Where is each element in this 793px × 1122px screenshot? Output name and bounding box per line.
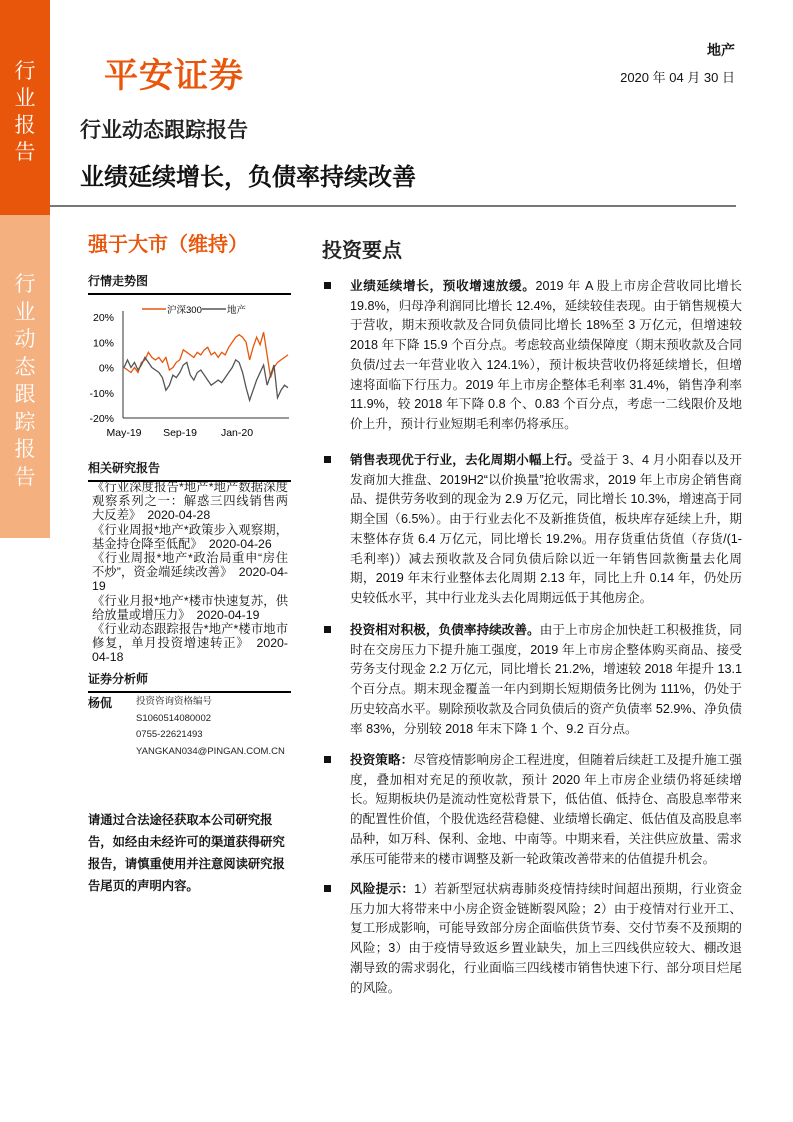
highlight-point: [324, 621, 744, 739]
point-title: 风险提示：: [350, 882, 415, 896]
x-tick-label: May-19: [106, 427, 142, 439]
analyst-name: 杨侃: [88, 696, 113, 710]
series-line-hs300: [124, 332, 288, 377]
report-type: 行业动态跟踪报告: [80, 119, 248, 142]
y-tick-label: 10%: [92, 337, 114, 350]
y-tick-label: 0%: [98, 362, 114, 375]
highlight-point: [324, 751, 744, 869]
related-report-link[interactable]: 《行业动态跟踪报告*地产*楼市地市修复，单月投资增速转正》 2020-04-18: [92, 622, 288, 665]
point-title: 投资相对积极，负债率持续改善。: [350, 623, 540, 637]
point-title: 投资策略：: [350, 753, 414, 767]
point-text: 由于上市房企加快赶工积极推货，同时在交房压力下提升施工强度，2019 年上市房企整体购买商品、接受劳务支付现金 2.2 万亿元，同比增长 21.2%，增速较 2018 年提升 13.1 个百分点。期末现金覆盖一年内到期长短期债务比例为 111%，仍处于历史较高水平。剔除预收款及合同负债后的资产负债率 52.9%、净负债率 83%，分别较 2018 年末下降 1 个、9.2 百分点。: [350, 623, 743, 736]
sidebar-report-type: [0, 215, 50, 538]
related-report-link[interactable]: 《行业周报*地产*政治局重申“房住不炒”，资金端延续改善》 2020-04-19: [92, 551, 288, 594]
analyst-cert-number: S1060514080002: [136, 712, 212, 724]
series-line-property: [124, 357, 288, 400]
bullet-icon: [324, 282, 331, 289]
chart-heading: 行情走势图: [88, 272, 291, 295]
price-trend-chart: [82, 298, 297, 444]
related-report-link[interactable]: 《行业深度报告*地产*地产数据深度观察系列之一：解惑三四线销售两大反差》 2020-04-28: [92, 480, 288, 523]
bullet-icon: [324, 626, 331, 633]
point-text: 尽管疫情影响房企工程进度，但随着后续赶工及提升施工强度，叠加相对充足的预收款，预计 2020 年上市房企业绩仍将延续增长。短期板块仍是流动性宽松背景下，低估值、低持仓、高股息率带来的配置性价值，个股优选经营稳健、业绩增长确定、低估值及高股息率品种，如万科、保利、金地、中南等。中期来看，关注供应放量、需求承压可能带来的楼市调整及新一轮政策改善带来的估值提升机会。: [350, 753, 743, 866]
related-reports-list: [92, 480, 288, 665]
point-text: 受益于 3、4 月小阳春以及开发商加大推盘、2019H2“以价换量”抢收需求，2019 年上市房企销售商品、提供劳务收到的现金为 2.9 万亿元，同比增长 10.3%，增速高于同期全国（6.5%）。由于行业去化不及新推货值，板块库存延续上升，期末整体存货 6.4 万亿元，同比增长 19.2%。用存货重估货值（存货/(1-毛利率)）减去预收款及合同负债后除以近一年销售回款衡量去化周期，2019 年末行业整体去化周期 2.13 年，同比上升 0.14 年，仍处历史较低水平，其中行业龙头去化周期远低于其他房企。: [350, 453, 743, 605]
point-text: 1）若新型冠状病毒肺炎疫情持续时间超出预期，行业资金压力加大将带来中小房企资金链断裂风险；2）由于疫情对行业开工、复工形成影响，可能导致部分房企面临供货节奏、交付节奏不及预期的风险；3）由于疫情导致返乡置业缺失，加上三四线供应较大、棚改退潮导致的需求弱化，行业面临三四线楼市销售快速下行、部分项目烂尾的风险。: [350, 882, 742, 995]
bullet-icon: [324, 756, 331, 763]
sidebar-report-category: [0, 0, 50, 215]
investment-highlights-heading: 投资要点: [322, 240, 402, 262]
related-report-link[interactable]: 《行业月报*地产*楼市快速复苏，供给放量或增压力》 2020-04-19: [92, 593, 288, 622]
related-heading: 相关研究报告: [88, 459, 291, 482]
sector-label: 地产: [707, 42, 735, 58]
analyst-info: [136, 694, 285, 760]
company-logo: 平安证券: [104, 57, 244, 95]
report-title: 业绩延续增长，负债率持续改善: [80, 164, 416, 191]
legend-label: 地产: [227, 305, 247, 316]
related-report-link[interactable]: 《行业周报*地产*政策步入观察期，基金持仓降至低配》 2020-04-26: [92, 522, 288, 551]
sidebar-bottom-label: 行业动态跟踪报告: [14, 273, 36, 489]
y-tick-label: 20%: [92, 312, 114, 324]
bullet-icon: [324, 885, 331, 892]
analyst-cert-label: 投资咨询资格编号: [136, 696, 213, 707]
y-tick-label: -10%: [89, 387, 114, 400]
y-tick-label: -20%: [89, 413, 114, 425]
legend-label: 沪深300: [167, 305, 202, 316]
highlight-point: [324, 451, 744, 609]
x-tick-label: Sep-19: [163, 427, 197, 439]
header-divider: [50, 205, 736, 207]
point-title: 销售表现优于行业，去化周期小幅上行。: [350, 453, 581, 467]
analyst-heading: 证券分析师: [88, 670, 291, 693]
rating: 强于大市（维持）: [88, 234, 248, 256]
x-tick-label: Jan-20: [220, 427, 254, 439]
sidebar-top-label: 行业报告: [14, 60, 36, 164]
highlight-point: [324, 880, 744, 998]
point-text: 2019 年 A 股上市房企营收同比增长 19.8%，归母净利润同比增长 12.4%，延续较佳表现。由于销售规模大于营收，期末预收款及合同负债同比增长 18%至 3 万亿元，但增速较 2018 年下降 15.9 个百分点。考虑较高业绩保障度（期末预收款及合同负债/过去一年营业收入 124.1%），预计板块营收仍将延续增长，但增速将面临下行压力。2019 年上市房企整体毛利率 31.4%，销售净利率 11.9%，较 2018 年下降 0.8 个、0.83 个百分点，考虑一二线限价及地价上升，预计行业短期毛利率仍将承压。: [350, 279, 742, 431]
report-date: 2020 年 04 月 30 日: [620, 70, 735, 85]
analyst-phone: 0755-22621493: [136, 729, 203, 741]
bullet-icon: [324, 456, 331, 463]
analyst-email[interactable]: YANGKAN034@PINGAN.COM.CN: [136, 745, 285, 757]
legal-notice: 请通过合法途径获取本公司研究报告，如经由未经许可的渠道获得研究报告，请慎重使用并注意阅读研究报告尾页的声明内容。: [88, 813, 285, 893]
point-title: 业绩延续增长，预收增速放缓。: [350, 279, 536, 293]
highlight-point: [324, 277, 744, 435]
